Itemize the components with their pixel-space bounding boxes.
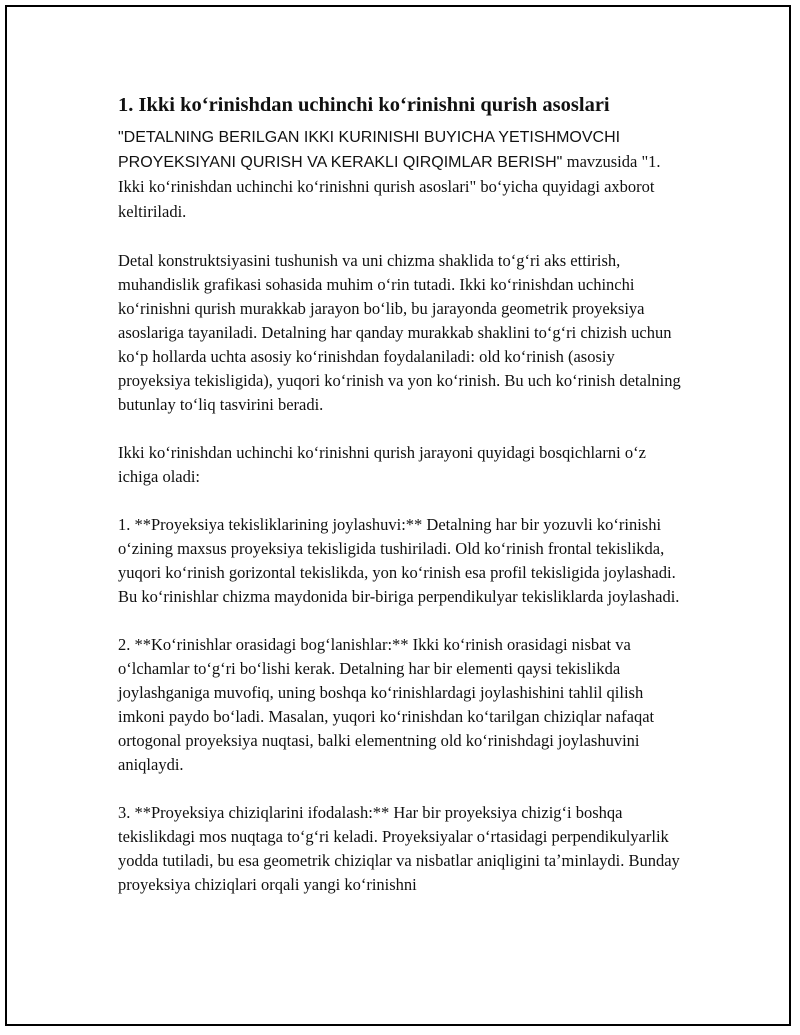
paragraph-steps-intro: Ikki koʻrinishdan uchinchi koʻrinishni qurish jarayoni quyidagi bosqichlarni oʻz ichiga oladi: (118, 443, 646, 486)
paragraph-step-2: 2. **Koʻrinishlar orasidagi bogʻlanishlar:** Ikki koʻrinish orasidagi nisbat va oʻlchamlar toʻgʻri boʻlishi kerak. Detalning har bir elementi qaysi tekislikda joylashganiga muvofiq, uning boshqa koʻrinishlardagi joylashishini tahlil qilish imkoni paydo boʻladi. Masalan, yuqori koʻrinishdan koʻtarilgan chiziqlar nafaqat ortogonal proyeksiya nuqtasi, balki elementning old koʻrinishdagi joylashuvini aniqlaydi. (118, 635, 655, 774)
intro-topic-text: "DETALNING BERILGAN IKKI KURINISHI BUYICHA YETISHMOVCHI PROYEKSIYANI QURISH VA KERAKLI QIRQIMLAR BERISH" (118, 129, 621, 171)
intro-tail-text: mavzusida "1. Ikki koʻrinishdan uchinchi koʻrinishni qurish asoslari" boʻyicha quyidagi axborot keltiriladi. (118, 152, 661, 221)
paragraph-step-1: 1. **Proyeksiya tekisliklarining joylashuvi:** Detalning har bir yozuvli koʻrinishi oʻzining maxsus proyeksiya tekisligida tushiriladi. Old koʻrinish frontal tekislikda, yuqori koʻrinish gorizontal tekislikda, yon koʻrinish esa profil tekisligida joylashadi. Bu koʻrinishlar chizma maydonida bir-biriga perpendikulyar tekisliklarda joylashadi. (118, 515, 680, 606)
paragraph-overview: Detal konstruktsiyasini tushunish va uni chizma shaklida toʻgʻri aks ettirish, muhandislik grafikasi sohasida muhim oʻrin tutadi. Ikki koʻrinishdan uchinchi koʻrinishni qurish murakkab jarayon boʻlib, bu jarayonda geometrik proyeksiya asoslariga tayaniladi. Detalning har qanday murakkab shaklini toʻgʻri chizish uchun koʻp hollarda uchta asosiy koʻrinishdan foydalaniladi: old koʻrinish (asosiy proyeksiya tekisligida), yuqori koʻrinish va yon koʻrinish. Bu uch koʻrinish detalning butunlay toʻliq tasvirini beradi. (118, 251, 681, 414)
intro-paragraph (118, 126, 688, 225)
document-body (118, 92, 688, 921)
paragraph-step-3: 3. **Proyeksiya chiziqlarini ifodalash:** Har bir proyeksiya chizigʻi boshqa tekislikdagi mos nuqtaga toʻgʻri keladi. Proyeksiyalar oʻrtasidagi perpendikulyarlik yodda tutiladi, bu esa geometrik chiziqlar va nisbatlar aniqligini taʼminlaydi. Bunday proyeksiya chiziqlari orqali yangi koʻrinishni (118, 803, 680, 894)
section-heading: 1. Ikki koʻrinishdan uchinchi koʻrinishni qurish asoslari (118, 94, 610, 116)
